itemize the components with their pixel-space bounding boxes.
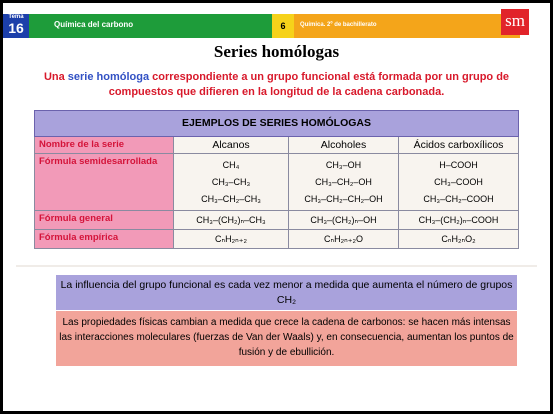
formula: H–COOH (439, 160, 478, 171)
semi-alcoholes (289, 154, 399, 211)
unit-title: Química del carbono (29, 14, 272, 38)
influence-note: La influencia del grupo funcional es cada vez menor a medida que aumenta el número de grupos CH₂ (56, 275, 517, 310)
formula: CH₃–CH₃ (211, 176, 251, 187)
properties-note: Las propiedades físicas cambian a medida que crece la cadena de carbonos: se hacen más intensas las interacciones moleculares (fuerzas de Van der Waals) y, en consecuencia, aumentan los puntos de fusión y de ebullición. (56, 311, 517, 366)
formula: CH₃–COOH (434, 176, 483, 187)
general-acidos: CH₃–(CH₂)ₙ–COOH (399, 211, 519, 230)
general-alcanos: CH₃–(CH₂)ₙ–CH₃ (174, 211, 289, 230)
intro-before: Una (43, 71, 68, 83)
table-row-semi (34, 154, 519, 211)
table-heading: EJEMPLOS DE SERIES HOMÓLOGAS (34, 110, 519, 137)
general-alcoholes: CH₃–(CH₂)ₙ–OH (289, 211, 399, 230)
semi-alcanos (174, 154, 289, 211)
tema-badge (3, 14, 29, 38)
empirical-acidos: CₙH₂ₙO₂ (399, 230, 519, 249)
formula: CH₃–CH₂–OH (315, 176, 372, 187)
column-alcanos: Alcanos (174, 137, 289, 154)
formula: CH₄ (222, 160, 240, 171)
formula: CH₃–OH (325, 160, 362, 171)
series-table (34, 110, 519, 249)
page-number: 6 (272, 14, 294, 38)
intro-text (30, 70, 523, 100)
row-label-semi: Fórmula semidesarrollada (34, 154, 174, 211)
sm-logo: sm (501, 9, 529, 35)
row-label-empirical: Fórmula empírica (34, 230, 174, 249)
formula: CH₃–CH₂–COOH (423, 193, 494, 204)
intro-after: correspondiente a un grupo funcional está formada por un grupo de compuestos que difieren en la longitud de la cadena carbonada. (108, 71, 510, 98)
tema-label: Tema (8, 14, 24, 20)
formula: CH₃–CH₂–CH₂–OH (304, 193, 383, 204)
intro-keyword: serie homóloga (67, 71, 150, 83)
divider (16, 265, 537, 267)
column-acidos: Ácidos carboxílicos (399, 137, 519, 154)
table-row-general (34, 211, 519, 230)
row-label-series: Nombre de la serie (34, 137, 174, 154)
column-alcoholes: Alcoholes (289, 137, 399, 154)
table-row-empirical (34, 230, 519, 249)
table-row-series (34, 137, 519, 154)
semi-acidos (399, 154, 519, 211)
formula: CH₃–CH₂–CH₃ (201, 193, 261, 204)
empirical-alcanos: CₙH₂ₙ₊₂ (174, 230, 289, 249)
tema-number: 16 (8, 20, 24, 36)
row-label-general: Fórmula general (34, 211, 174, 230)
page-title: Series homólogas (213, 42, 340, 61)
empirical-alcoholes: CₙH₂ₙ₊₂O (289, 230, 399, 249)
course-label: Química. 2º de bachillerato (294, 14, 498, 38)
